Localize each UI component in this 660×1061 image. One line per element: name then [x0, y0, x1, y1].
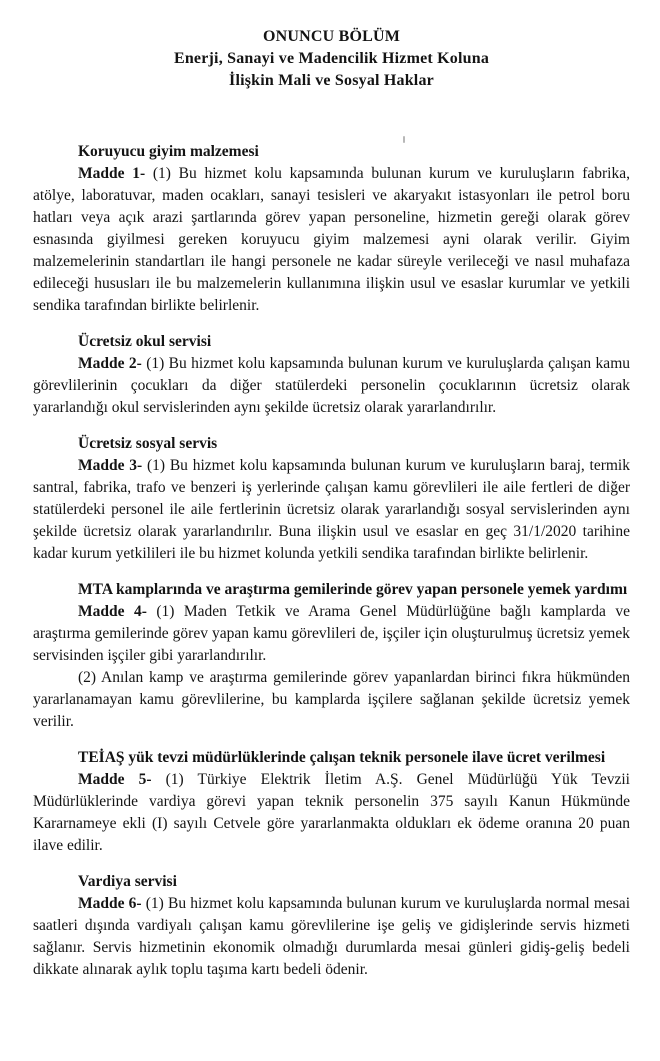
- madde-1-paragraph-1: [33, 163, 630, 317]
- section-heading: Ücretsiz okul servisi: [78, 333, 212, 350]
- madde-2-text: (1) Bu hizmet kolu kapsamında bulunan kurum ve kuruluşlarda çalışan kamu görevlilerinin çocukları da diğer statülerdeki personelin çocuklarının ücretsiz olarak yararlandığı okul servislerinden aynı şekilde ücretsiz olarak yararlandırılır.: [33, 355, 630, 416]
- madde-1-label: Madde 1-: [78, 165, 153, 182]
- madde-5-paragraph-1: [33, 769, 630, 857]
- madde-2-label: Madde 2-: [78, 355, 147, 372]
- madde-3-paragraph-1: [33, 455, 630, 565]
- section-koruyucu-giyim-malzemesi: [33, 141, 630, 317]
- madde-3-label: Madde 3-: [78, 457, 147, 474]
- madde-4-fikra-2-text: (2) Anılan kamp ve araştırma gemilerinde görev yapanlardan birinci fıkra hükmünden yararlanamayan kamu görevlilerine, bu kamplarda işçilere sağlanan şekilde ücretsiz yemek verilir.: [33, 669, 630, 730]
- section-heading: TEİAŞ yük tevzi müdürlüklerinde çalışan teknik personele ilave ücret verilmesi: [78, 749, 606, 766]
- madde-5-label: Madde 5-: [78, 771, 166, 788]
- scan-artifact: [403, 136, 405, 143]
- document-body: [33, 141, 630, 981]
- madde-6-text: (1) Bu hizmet kolu kapsamında bulunan kurum ve kuruluşlarda normal mesai saatleri dışında vardiyalı çalışan kamu görevlilerine işe geliş ve gidişlerinde servis hizmeti sağlanır. Servis hizmetinin ekonomik olmadığı durumlarda mesai günleri gidiş-geliş bedeli dikkate alınarak aylık toplu taşıma kartı bedeli ödenir.: [33, 895, 630, 978]
- madde-6-label: Madde 6-: [78, 895, 146, 912]
- chapter-number-title: ONUNCU BÖLÜM: [262, 28, 401, 45]
- chapter-subtitle-line2: İlişkin Mali ve Sosyal Haklar: [229, 72, 434, 89]
- madde-4-label: Madde 4-: [78, 603, 157, 620]
- madde-5-text: (1) Türkiye Elektrik İletim A.Ş. Genel Müdürlüğü Yük Tevzii Müdürlüklerinde vardiya görevi yapan teknik personelin 375 sayılı Kanun Hükmünde Kararnameye ekli (I) sayılı Cetvele göre yararlanmakta oldukları ek ödeme oranına 20 puan ilave edilir.: [33, 771, 630, 854]
- madde-3-text: (1) Bu hizmet kolu kapsamında bulunan kurum ve kuruluşların baraj, termik santral, fabrika, trafo ve benzeri iş yerlerinde çalışan kamu görevlileri ile aile fertleri de diğer statülerdeki personel ile aile fertlerinin ücretsiz olarak yararlandığı sosyal servislerinden aynı şekilde ücretsiz olarak yararlandırılır. Buna ilişkin usul ve esaslar en geç 31/1/2020 tarihine kadar kurum yetkilileri ile bu hizmet kolunda yetkili sendika tarafından birlikte belirlenir.: [33, 457, 630, 562]
- section-heading: Ücretsiz sosyal servis: [78, 435, 218, 452]
- section-teias-ilave-ucret: [33, 747, 630, 857]
- section-ucretsiz-sosyal-servis: [33, 433, 630, 565]
- chapter-subtitle-line1: Enerji, Sanayi ve Madencilik Hizmet Koluna: [173, 50, 490, 67]
- section-mta-kamplari-yemek-yardimi: [33, 579, 630, 733]
- madde-4-paragraph-1: [33, 601, 630, 667]
- section-heading: Vardiya servisi: [78, 873, 177, 890]
- madde-4-text: (1) Maden Tetkik ve Arama Genel Müdürlüğüne bağlı kamplarda ve araştırma gemilerinde görev yapan kamu görevlileri de, işçiler için oluşturulmuş ücretsiz yemek servisinden işçiler gibi yararlandırılır.: [33, 603, 630, 664]
- section-heading: Koruyucu giyim malzemesi: [78, 143, 259, 160]
- madde-6-paragraph-1: [33, 893, 630, 981]
- section-vardiya-servisi: [33, 871, 630, 981]
- madde-1-text: (1) Bu hizmet kolu kapsamında bulunan kurum ve kuruluşların fabrika, atölye, laboratuvar, maden ocakları, sanayi tesisleri ve akaryakıt istasyonları ile petrol boru hatları veya açık arazi şartlarında görev yapan personeline, hizmetin gereği olarak görev esnasında giyilmesi gereken koruyucu giyim malzemesi ayni olarak verilir. Giyim malzemelerinin standartları ile hangi personele ne kadar süreyle verileceği ve nasıl muhafaza edileceği hususları ile bu malzemelerin kullanımına ilişkin usul ve esaslar kurumlar ve yetkili sendika tarafından birlikte belirlenir.: [33, 165, 630, 314]
- madde-2-paragraph-1: [33, 353, 630, 419]
- madde-4-paragraph-2: [33, 667, 630, 733]
- chapter-title-block: [33, 26, 630, 92]
- section-heading: MTA kamplarında ve araştırma gemilerinde görev yapan personele yemek yardımı: [78, 581, 628, 598]
- section-ucretsiz-okul-servisi: [33, 331, 630, 419]
